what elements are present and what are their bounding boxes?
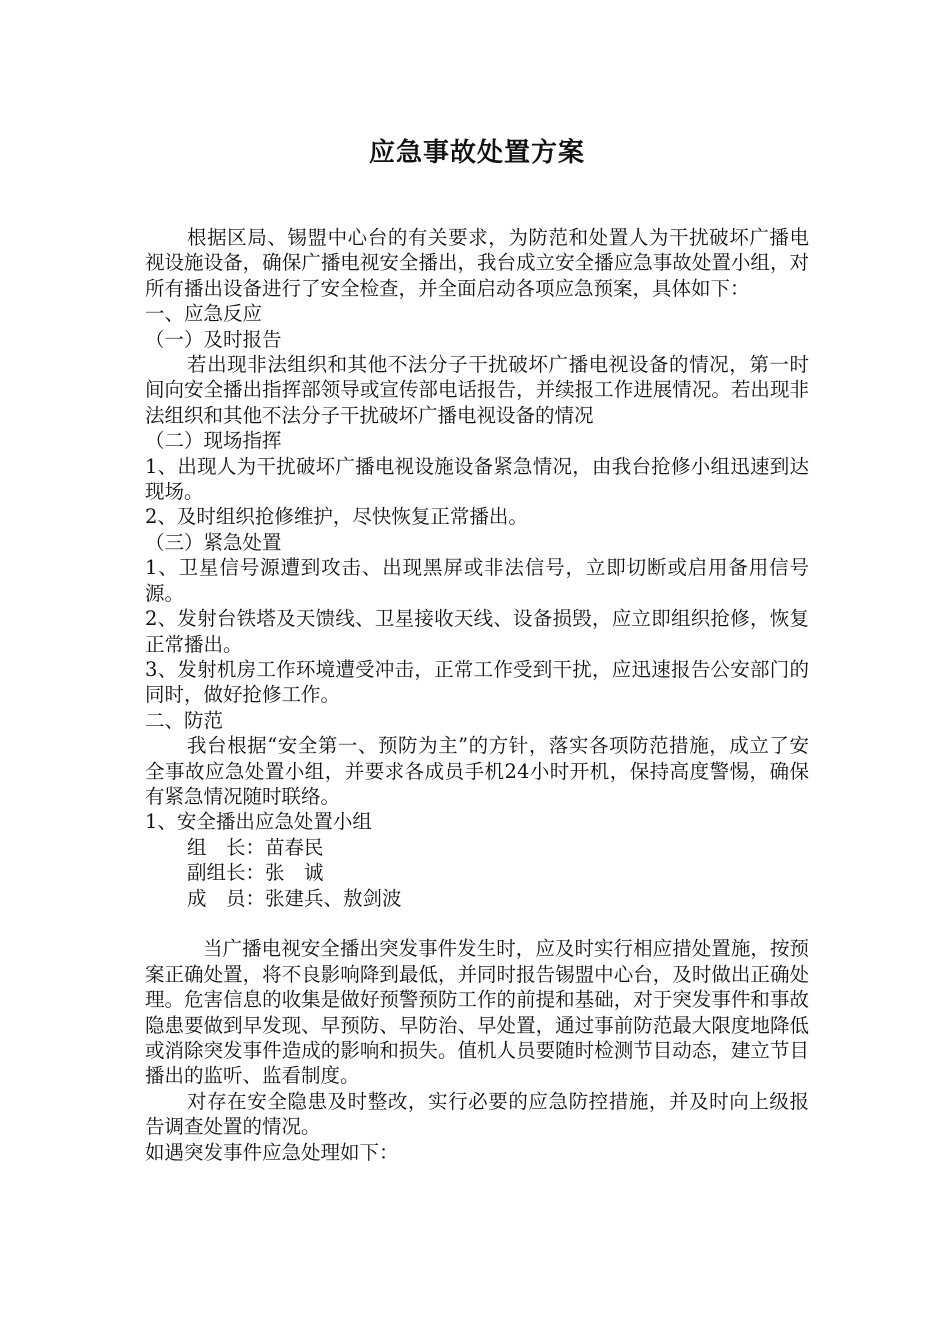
members-label: 成 员： bbox=[187, 886, 266, 910]
emergency-handling-item-2: 2、发射台铁塔及天馈线、卫星接收天线、设备损毁，应立即组织抢修，恢复正常播出。 bbox=[145, 607, 809, 656]
closing-line: 如遇突发事件应急处理如下： bbox=[145, 1140, 399, 1164]
section-heading-prevention: 二、防范 bbox=[145, 708, 224, 732]
emergency-handling-item-3: 3、发射机房工作环境遭受冲击，正常工作受到干扰，应迅速报告公安部门的同时，做好抢修工作。 bbox=[145, 657, 809, 707]
prevention-body: 我台根据“安全第一、预防为主”的方针，落实各项防范措施，成立了安全事故应急处置小组，并要求各成员手机24小时开机，保持高度警惕，确保有紧急情况随时联络。 bbox=[145, 734, 809, 808]
onsite-command-item-1: 1、出现人为干扰破坏广播电视设施设备紧急情况，由我台抢修小组迅速到达现场。 bbox=[145, 454, 809, 504]
deputy-name: 张 诚 bbox=[265, 861, 324, 885]
timely-report-body: 若出现非法组织和其他不法分子干扰破坏广播电视设备的情况，第一时间向安全播出指挥部领导或宣传部电话报告，并续报工作进展情况。若出现非法组织和其他不法分子干扰破坏广播电视设备的情况 bbox=[145, 353, 809, 427]
subheading-timely-report: （一）及时报告 bbox=[145, 327, 282, 351]
emergency-handling-item-1: 1、卫星信号源遭到攻击、出现黑屏或非法信号，立即切断或启用备用信号源。 bbox=[145, 556, 809, 605]
group-leader-line bbox=[187, 835, 809, 860]
leader-label: 组 长： bbox=[187, 835, 266, 859]
group-heading: 1、安全播出应急处置小组 bbox=[145, 810, 372, 834]
document-page bbox=[145, 120, 809, 1165]
subheading-onsite-command: （二）现场指挥 bbox=[145, 429, 282, 453]
onsite-command-item-2: 2、及时组织抢修维护，尽快恢复正常播出。 bbox=[145, 505, 528, 529]
rectification-paragraph: 对存在安全隐患及时整改，实行必要的应急防控措施，并及时向上级报告调查处置的情况。 bbox=[145, 1089, 809, 1139]
deputy-label: 副组长： bbox=[187, 861, 266, 885]
intro-paragraph: 根据区局、锡盟中心台的有关要求，为防范和处置人为干扰破坏广播电视设施设备，确保广播电视安全播出，我台成立安全播应急事故处置小组，对所有播出设备进行了安全检查，并全面启动各项应急预案，具体如下： bbox=[145, 226, 809, 300]
document-title: 应急事故处置方案 bbox=[368, 138, 585, 168]
group-members-line bbox=[187, 886, 809, 911]
members-names: 张建兵、敖剑波 bbox=[265, 886, 402, 910]
response-paragraph: 当广播电视安全播出突发事件发生时，应及时实行相应措处置施，按预案正确处置，将不良影响降到最低，并同时报告锡盟中心台，及时做出正确处理。危害信息的收集是做好预警预防工作的前提和基础，对于突发事件和事故隐患要做到早发现、早预防、早防治、早处置，通过事前防范最大限度地降低或消除突发事件造成的影响和损失。值机人员要随时检测节目动态，建立节目播出的监听、监看制度。 bbox=[145, 937, 809, 1088]
group-deputy-line bbox=[187, 860, 809, 885]
subheading-emergency-handling: （三）紧急处置 bbox=[145, 530, 282, 554]
leader-name: 苗春民 bbox=[265, 835, 324, 859]
section-heading-emergency-response: 一、应急反应 bbox=[145, 302, 263, 326]
blank-line bbox=[145, 911, 809, 936]
